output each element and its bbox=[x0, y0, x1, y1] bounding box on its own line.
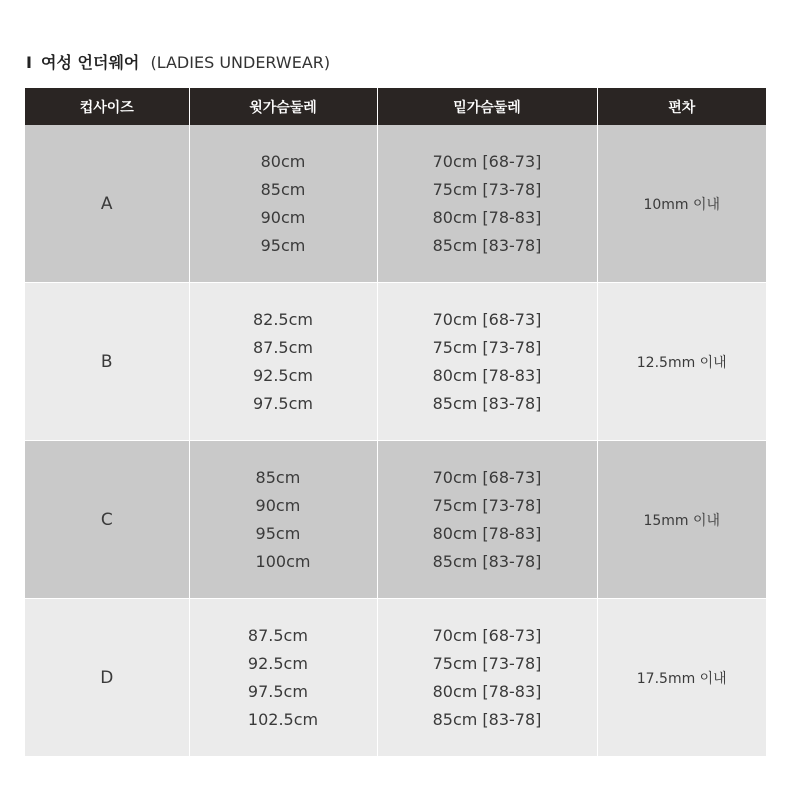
page-title bbox=[26, 50, 330, 73]
under-bust-value: 70cm [68-73] bbox=[432, 467, 542, 487]
upper-bust-value: 95cm bbox=[260, 235, 306, 255]
header-cup-size: 컵사이즈 bbox=[25, 88, 189, 125]
under-bust-value: 85cm [83-78] bbox=[432, 709, 542, 729]
upper-bust-cell bbox=[189, 125, 377, 283]
under-bust-value: 80cm [78-83] bbox=[432, 365, 542, 385]
upper-bust-value: 90cm bbox=[260, 207, 306, 227]
upper-bust-cell bbox=[189, 283, 377, 441]
under-bust-value: 80cm [78-83] bbox=[432, 207, 542, 227]
upper-bust-value: 102.5cm bbox=[247, 709, 319, 729]
under-bust-value: 70cm [68-73] bbox=[432, 625, 542, 645]
size-table bbox=[25, 88, 766, 757]
title-korean: 여성 언더웨어 bbox=[41, 53, 140, 72]
upper-bust-value: 87.5cm bbox=[252, 337, 313, 357]
header-tolerance: 편차 bbox=[597, 88, 766, 125]
under-bust-value: 80cm [78-83] bbox=[432, 523, 542, 543]
upper-bust-cell bbox=[189, 599, 377, 757]
header-row bbox=[25, 88, 766, 125]
table-row bbox=[25, 599, 766, 757]
upper-bust-value: 82.5cm bbox=[252, 309, 313, 329]
upper-bust-value: 92.5cm bbox=[252, 365, 313, 385]
under-bust-cell bbox=[377, 283, 597, 441]
upper-bust-value: 80cm bbox=[260, 151, 306, 171]
table-row bbox=[25, 125, 766, 283]
table-row bbox=[25, 441, 766, 599]
under-bust-cell bbox=[377, 441, 597, 599]
upper-bust-value: 97.5cm bbox=[247, 681, 308, 701]
under-bust-value: 75cm [73-78] bbox=[432, 337, 542, 357]
table-row bbox=[25, 283, 766, 441]
under-bust-value: 85cm [83-78] bbox=[432, 551, 542, 571]
upper-bust-value: 87.5cm bbox=[247, 625, 308, 645]
upper-bust-value: 92.5cm bbox=[247, 653, 308, 673]
under-bust-cell bbox=[377, 599, 597, 757]
under-bust-value: 80cm [78-83] bbox=[432, 681, 542, 701]
cup-size-cell: B bbox=[25, 283, 189, 441]
upper-bust-value: 85cm bbox=[255, 467, 301, 487]
under-bust-value: 75cm [73-78] bbox=[432, 653, 542, 673]
cup-size-cell: C bbox=[25, 441, 189, 599]
upper-bust-value: 100cm bbox=[255, 551, 311, 571]
tolerance-cell: 15mm 이내 bbox=[597, 441, 766, 599]
upper-bust-value: 97.5cm bbox=[252, 393, 313, 413]
under-bust-value: 85cm [83-78] bbox=[432, 235, 542, 255]
header-upper-bust: 윗가슴둘레 bbox=[189, 88, 377, 125]
title-english: (LADIES UNDERWEAR) bbox=[150, 53, 331, 72]
under-bust-value: 70cm [68-73] bbox=[432, 151, 542, 171]
tolerance-cell: 12.5mm 이내 bbox=[597, 283, 766, 441]
under-bust-value: 85cm [83-78] bbox=[432, 393, 542, 413]
upper-bust-value: 95cm bbox=[255, 523, 301, 543]
cup-size-cell: A bbox=[25, 125, 189, 283]
cup-size-cell: D bbox=[25, 599, 189, 757]
tolerance-cell: 10mm 이내 bbox=[597, 125, 766, 283]
under-bust-value: 70cm [68-73] bbox=[432, 309, 542, 329]
under-bust-cell bbox=[377, 125, 597, 283]
tolerance-cell: 17.5mm 이내 bbox=[597, 599, 766, 757]
upper-bust-value: 85cm bbox=[260, 179, 306, 199]
title-bar: I bbox=[26, 53, 32, 72]
upper-bust-cell bbox=[189, 441, 377, 599]
under-bust-value: 75cm [73-78] bbox=[432, 179, 542, 199]
header-under-bust: 밑가슴둘레 bbox=[377, 88, 597, 125]
upper-bust-value: 90cm bbox=[255, 495, 301, 515]
under-bust-value: 75cm [73-78] bbox=[432, 495, 542, 515]
